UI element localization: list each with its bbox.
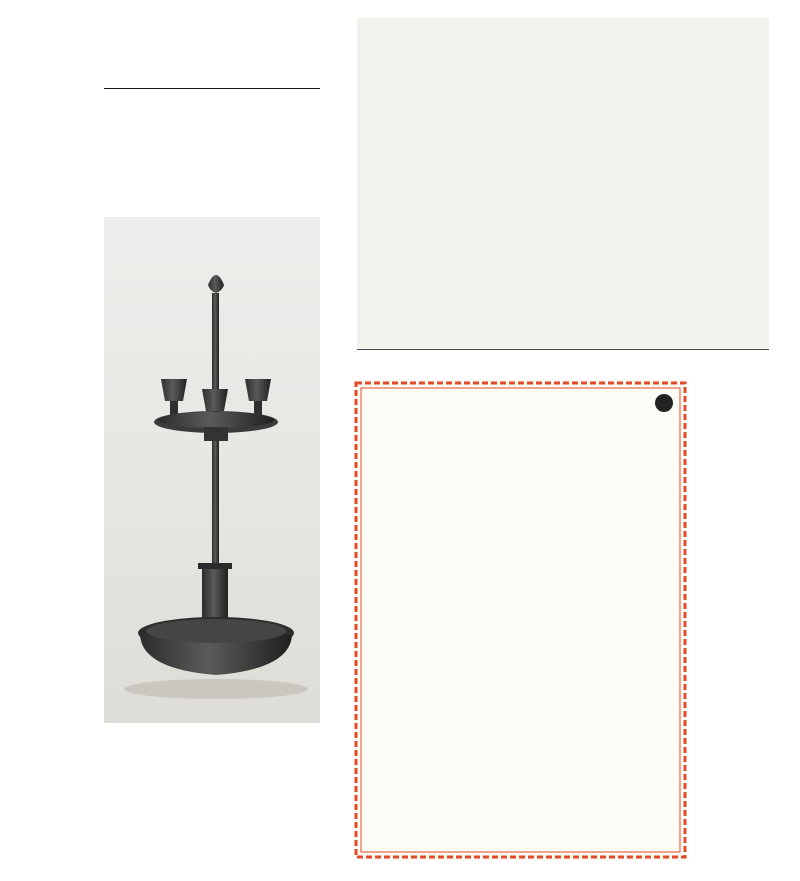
stove-catalogue-image	[357, 18, 769, 348]
candlestick-illustration	[104, 217, 320, 723]
caption-item-8	[104, 819, 320, 820]
candlestick-photo	[104, 217, 320, 723]
beer-glass-catalogue-image	[352, 379, 689, 861]
caption-item-6	[104, 736, 324, 737]
divider-rule	[104, 88, 320, 89]
stove-illustrations	[357, 18, 769, 348]
caption-item-7	[100, 18, 320, 20]
beer-glass-illustrations	[352, 379, 689, 861]
catalogue-underline	[357, 349, 769, 350]
